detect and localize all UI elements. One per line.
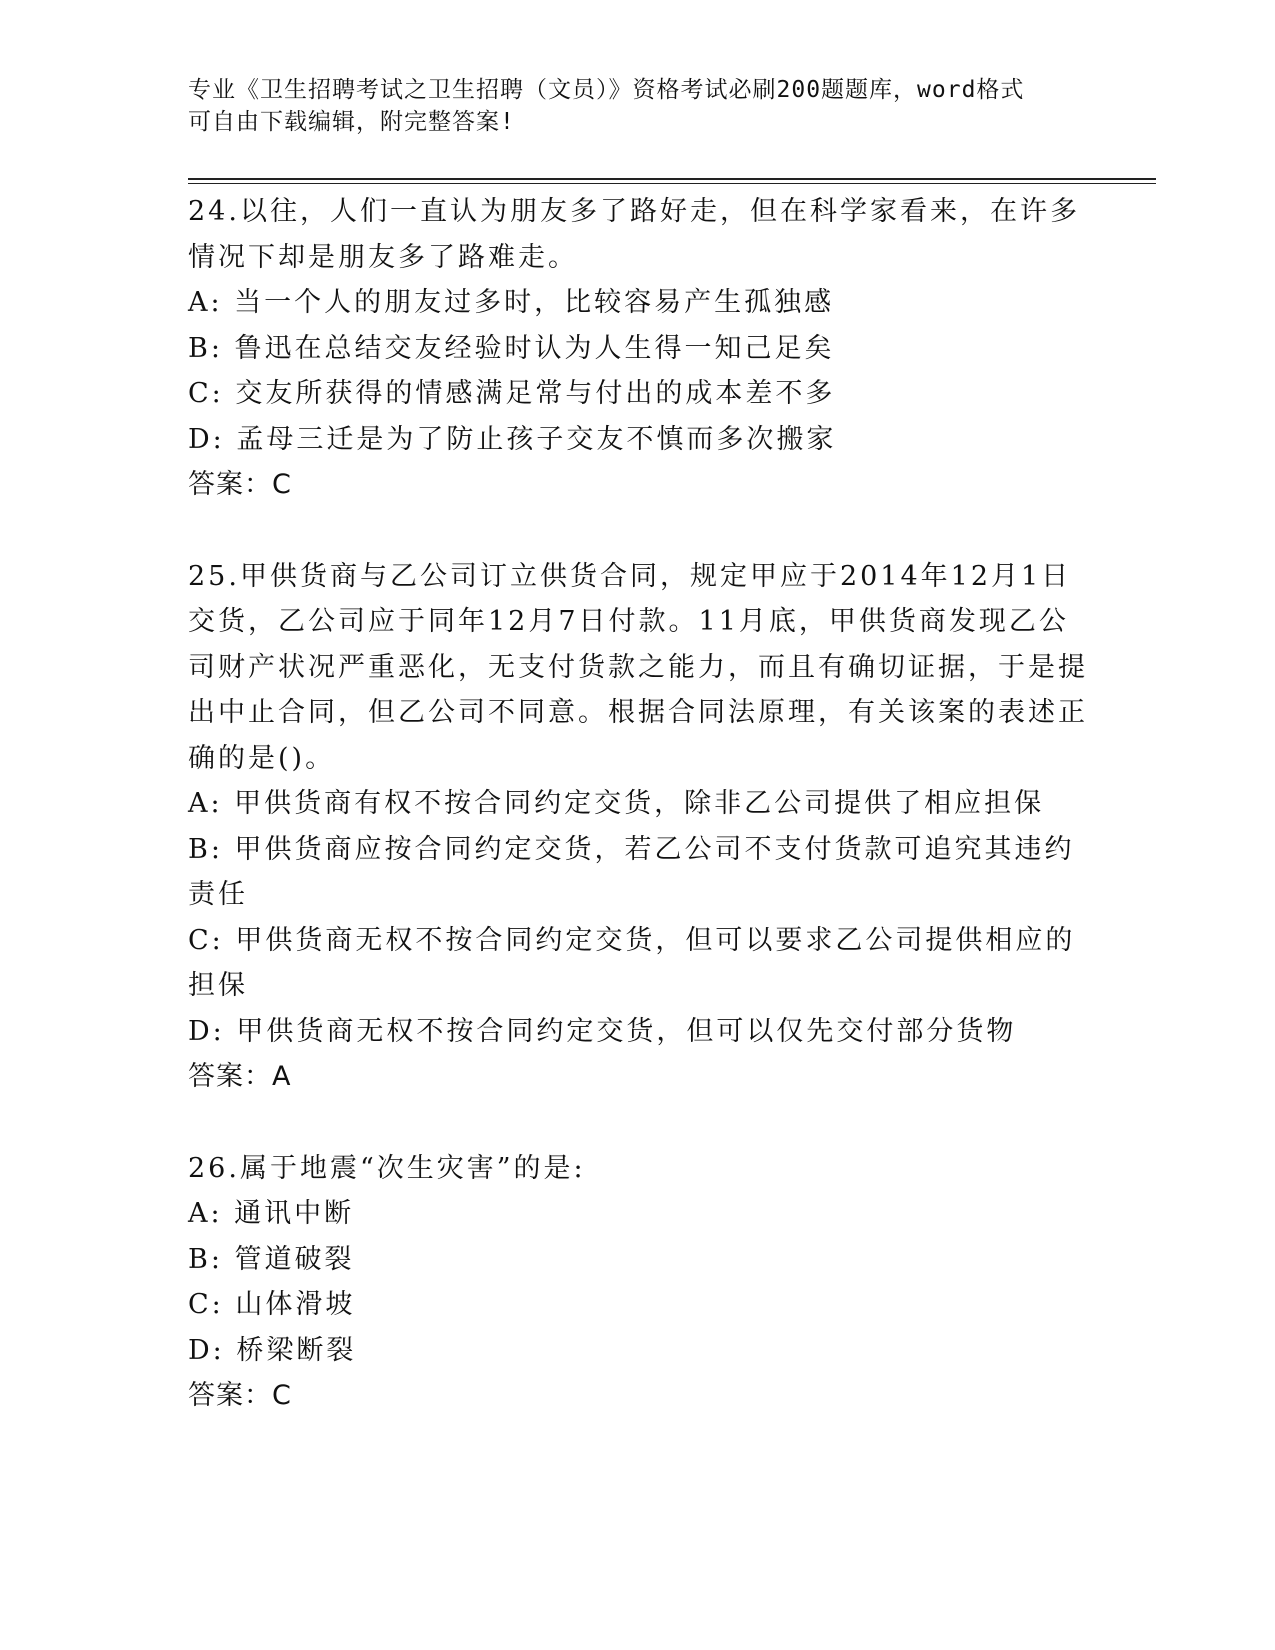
option-b: B: 甲供货商应按合同约定交货，若乙公司不支付货款可追究其违约责任 bbox=[188, 833, 1075, 910]
answer: 答案：A bbox=[188, 1061, 292, 1092]
question-text: 24.以往，人们一直认为朋友多了路好走，但在科学家看来，在许多情况下却是朋友多了路难走。 bbox=[188, 196, 1080, 273]
option-b: B: 管道破裂 bbox=[188, 1243, 355, 1275]
question-text: 25.甲供货商与乙公司订立供货合同，规定甲应于2014年12月1日交货，乙公司应于同年12月7日付款。11月底，甲供货商发现乙公司财产状况严重恶化，无支付货款之能力，而且有确切证据，于是提出中止合同，但乙公司不同意。根据合同法原理，有关该案的表述正确的是()。 bbox=[188, 560, 1088, 774]
option-a: A: 当一个人的朋友过多时，比较容易产生孤独感 bbox=[188, 287, 835, 318]
option-b: B: 鲁迅在总结交友经验时认为人生得一知己足矣 bbox=[188, 332, 835, 364]
question-25 bbox=[188, 554, 1088, 1100]
option-c: C: 山体滑坡 bbox=[188, 1289, 356, 1320]
option-d: D: 孟母三迁是为了防止孩子交友不慎而多次搬家 bbox=[188, 423, 837, 455]
header-divider-thin bbox=[188, 183, 1156, 184]
option-d: D: 桥梁断裂 bbox=[188, 1334, 357, 1366]
question-26 bbox=[188, 1146, 1088, 1419]
question-text: 26.属于地震“次生灾害”的是: bbox=[188, 1152, 586, 1184]
option-a: A: 甲供货商有权不按合同约定交货，除非乙公司提供了相应担保 bbox=[188, 788, 1045, 819]
option-a: A: 通讯中断 bbox=[188, 1198, 355, 1229]
answer: 答案：C bbox=[188, 469, 292, 500]
answer: 答案：C bbox=[188, 1380, 292, 1411]
option-d: D: 甲供货商无权不按合同约定交货，但可以仅先交付部分货物 bbox=[188, 1015, 1017, 1047]
question-24 bbox=[188, 189, 1088, 508]
question-list bbox=[188, 189, 1088, 1419]
option-c: C: 交友所获得的情感满足常与付出的成本差不多 bbox=[188, 378, 836, 409]
document-header bbox=[188, 74, 1068, 138]
header-line-1: 专业《卫生招聘考试之卫生招聘（文员）》资格考试必刷200题题库，word格式 bbox=[188, 77, 1025, 103]
option-c: C: 甲供货商无权不按合同约定交货，但可以要求乙公司提供相应的担保 bbox=[188, 924, 1076, 1001]
header-divider-thick bbox=[188, 178, 1156, 180]
header-line-2: 可自由下载编辑，附完整答案! bbox=[188, 109, 515, 135]
